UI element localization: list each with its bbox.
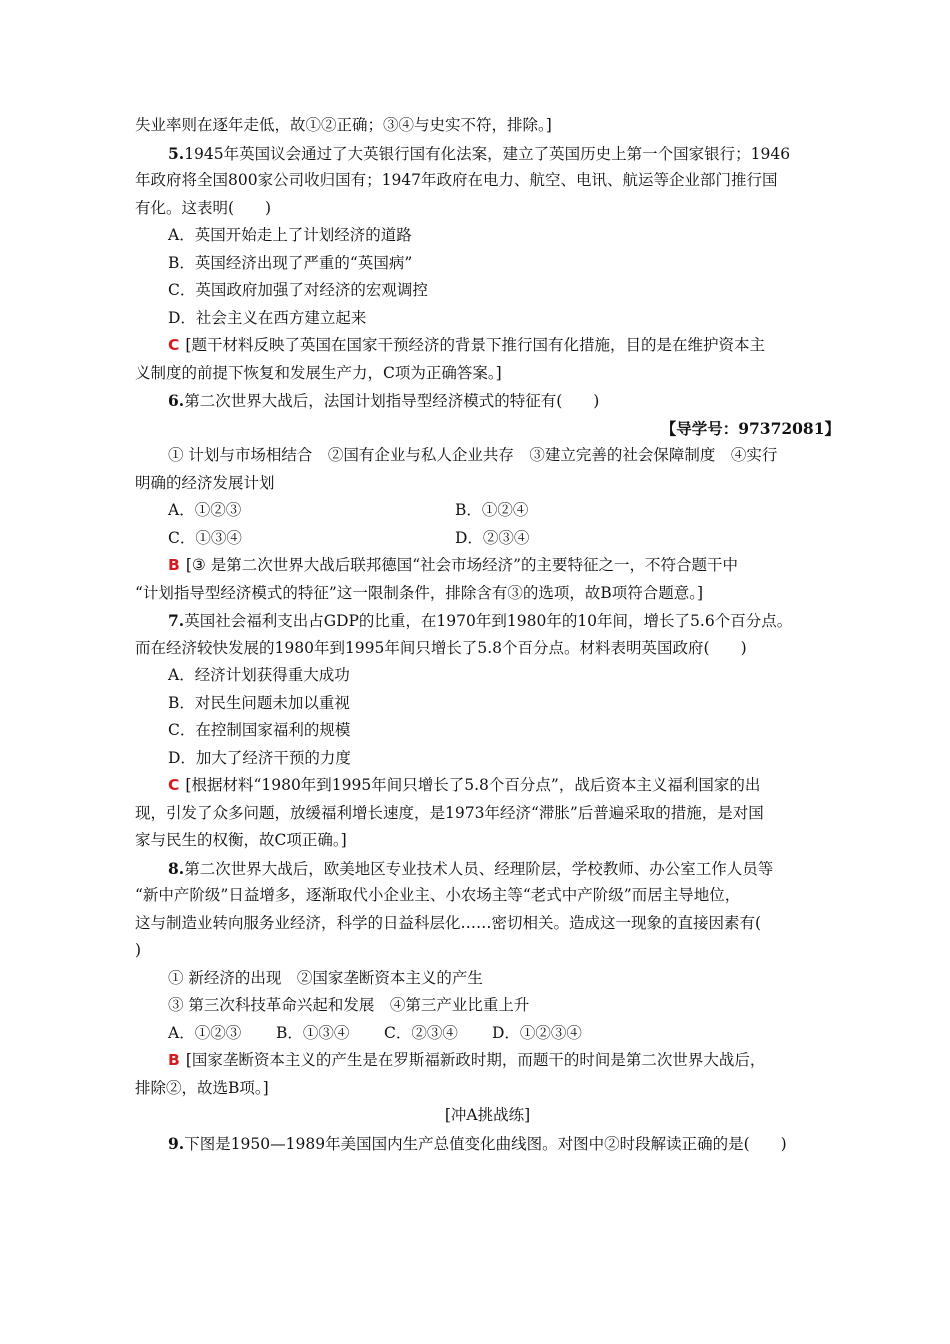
q5-explanation-line-1: C [题干材料反映了英国在国家干预经济的背景下推行国有化措施，目的是在维护资本主 [168,336,765,354]
q8-explanation-line-2: 排除②，故选B项。] [135,1078,269,1097]
q8-option-c: C．②③④ [384,1023,458,1042]
q7-explanation-line-1: C [根据材料“1980年到1995年间只增长了5.8个百分点”，战后资本主义福利国家的出 [168,776,761,794]
q5-option-a: A．英国开始走上了计划经济的道路 [168,226,412,244]
q7-answer-letter: C [168,776,180,794]
q6-options-row-1 [135,497,840,525]
q8-stem-line-2: “新中产阶级”日益增多，逐渐取代小企业主、小农场主等“老式中产阶级”而居主导地位， [135,886,741,904]
q7-explanation-line-2: 现，引发了众多问题，放缓福利增长速度，是1973年经济“滞胀”后普遍采取的措施，是对国 [135,803,764,822]
q8-options-row [135,1020,840,1048]
q5-stem-line-2: 年政府将全国800家公司收归国有；1947年政府在电力、航空、电讯、航运等企业部门推行国 [135,171,778,189]
q8-stem-line-4: ) [135,941,142,959]
section-title: [冲A挑战练] [444,1106,531,1124]
question-6 [135,387,840,607]
question-5 [135,140,840,388]
q8-stem-line-1: 8.第二次世界大战后，欧美地区专业技术人员、经理阶层，学校教师、办公室工作人员等 [168,858,774,878]
q5-option-d: D．社会主义在西方建立起来 [168,308,367,327]
q5-stem-line-3: 有化。这表明( ) [135,198,272,217]
question-7 [135,607,840,855]
q6-option-d: D．②③④ [455,528,530,547]
q5-option-c: C．英国政府加强了对经济的宏观调控 [168,281,428,299]
q6-items-line-1: ① 计划与市场相结合 ②国有企业与私人企业共存 ③建立完善的社会保障制度 ④实行 [168,446,778,464]
q8-option-a: A．①②③ [168,1023,242,1042]
q7-stem-line-2: 而在经济较快发展的1980年到1995年间只增长了5.8个百分点。材料表明英国政府( ) [135,638,747,657]
q8-items-line-2: ③ 第三次科技革命兴起和发展 ④第三产业比重上升 [168,996,530,1014]
document-page [135,112,840,1157]
q5-option-b: B．英国经济出现了严重的“英国病” [168,253,413,272]
prev-explanation-tail: 失业率则在逐年走低，故①②正确；③④与史实不符，排除。] [135,116,552,134]
q6-option-a: A．①②③ [168,501,242,519]
q8-explanation-line-1: B [国家垄断资本主义的产生是在罗斯福新政时期，而题干的时间是第二次世界大战后， [168,1051,766,1069]
q8-answer-letter: B [168,1051,180,1069]
q7-option-a: A．经济计划获得重大成功 [168,666,350,684]
q6-items-line-2: 明确的经济发展计划 [135,473,275,492]
question-8 [135,855,840,1103]
q7-stem-line-1: 7.英国社会福利支出占GDP的比重，在1970年到1980年的10年间，增长了5.6个百分点。 [168,611,793,630]
q9-stem: 9.下图是1950—1989年美国国内生产总值变化曲线图。对图中②时段解读正确的是( ) [168,1133,787,1153]
q7-explanation-line-3: 家与民生的权衡，故C项正确。] [135,831,347,849]
q5-explanation-line-2: 义制度的前提下恢复和发展生产力，C项为正确答案。] [135,363,502,382]
q6-option-c: C．①③④ [168,528,242,547]
q8-items-line-1: ① 新经济的出现 ②国家垄断资本主义的产生 [168,968,483,987]
q6-options-row-2 [135,525,840,553]
q8-option-b: B．①③④ [276,1023,350,1042]
q5-answer-letter: C [168,336,180,354]
q5-stem-line-1: 5.1945年英国议会通过了大英银行国有化法案，建立了英国历史上第一个国家银行；1946 [168,143,791,163]
q7-option-d: D．加大了经济干预的力度 [168,748,351,767]
q6-explanation-line-1: B [③ 是第二次世界大战后联邦德国“社会市场经济”的主要特征之一，不符合题干中 [168,556,739,574]
q8-stem-line-3: 这与制造业转向服务业经济，科学的日益科层化……密切相关。造成这一现象的直接因素有( [135,913,762,932]
q8-option-d: D．①②③④ [492,1023,582,1042]
question-9 [135,1130,840,1158]
q7-option-b: B．对民生问题未加以重视 [168,693,350,712]
q6-answer-letter: B [168,556,180,574]
q7-option-c: C．在控制国家福利的规模 [168,721,351,739]
q6-guide-number: 【导学号：97372081】 [660,418,840,438]
q6-option-b: B．①②④ [455,501,529,519]
q6-stem: 6.第二次世界大战后，法国计划指导型经济模式的特征有( ) [168,391,600,410]
q6-explanation-line-2: “计划指导型经济模式的特征”这一限制条件，排除含有③的选项，故B项符合题意。] [135,583,704,602]
